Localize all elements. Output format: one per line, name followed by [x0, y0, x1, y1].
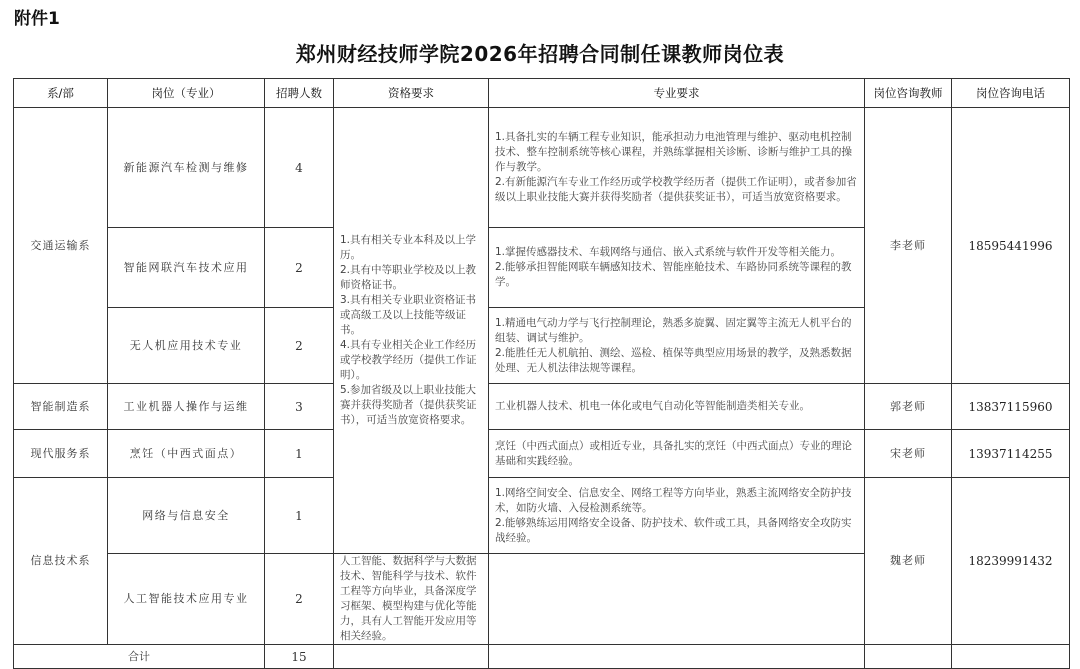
dept-cell: 信息技术系 [14, 478, 108, 645]
position-cell: 无人机应用技术专业 [108, 308, 265, 384]
position-cell: 智能网联汽车技术应用 [108, 228, 265, 308]
position-cell: 新能源汽车检测与维修 [108, 108, 265, 228]
header-dept: 系/部 [14, 79, 108, 108]
requirement-item: 1.网络空间安全、信息安全、网络工程等方向毕业，熟悉主流网络安全防护技术，如防火墙、入侵检测系统等。 [495, 486, 852, 514]
header-qualification: 资格要求 [334, 79, 489, 108]
contact-cell: 郭老师 [865, 384, 952, 430]
dept-cell: 智能制造系 [14, 384, 108, 430]
table-row [14, 384, 1070, 430]
contact-cell: 宋老师 [865, 430, 952, 478]
requirement-cell [489, 384, 865, 430]
empty-cell [865, 645, 952, 669]
phone-cell: 13837115960 [952, 384, 1070, 430]
dept-cell: 交通运输系 [14, 108, 108, 384]
position-cell: 工业机器人操作与运维 [108, 384, 265, 430]
requirement-cell [334, 554, 489, 645]
position-table [13, 78, 1070, 669]
requirement-item: 2.能胜任无人机航拍、测绘、巡检、植保等典型应用场景的教学，及熟悉数据处理、无人机法律法规等课程。 [495, 346, 852, 374]
table-row [14, 108, 1070, 228]
requirement-cell [489, 478, 865, 554]
count-cell: 2 [265, 554, 334, 645]
header-contact: 岗位咨询教师 [865, 79, 952, 108]
phone-cell: 18239991432 [952, 478, 1070, 645]
header-row [14, 79, 1070, 108]
header-count: 招聘人数 [265, 79, 334, 108]
requirement-item: 1.具备扎实的车辆工程专业知识，能承担动力电池管理与维护、驱动电机控制技术、整车控制系统等核心课程，并熟练掌握相关诊断、诊断与维护工具的操作与教学。 [495, 131, 852, 173]
phone-cell: 18595441996 [952, 108, 1070, 384]
header-requirement: 专业要求 [489, 79, 865, 108]
phone-cell: 13937114255 [952, 430, 1070, 478]
empty-cell [489, 645, 865, 669]
qualification-text: 1.具有相关专业本科及以上学历。 2.具有中等职业学校及以上教师资格证书。 3.具有相关专业职业资格证书或高级工及以上技能等级证书。 4.具有专业相关企业工作经历或学校教学经历（提供工作证明）。 5.参加省级及以上职业技能大赛并获得奖励者（提供获奖证书），可适当放宽资格要求。 [340, 234, 477, 426]
header-position: 岗位（专业） [108, 79, 265, 108]
requirement-item: 1.精通电气动力学与飞行控制理论，熟悉多旋翼、固定翼等主流无人机平台的组装、调试与维护。 [495, 316, 852, 344]
table-row [14, 430, 1070, 478]
count-cell: 3 [265, 384, 334, 430]
requirement-item: 2.能够熟练运用网络安全设备、防护技术、软件或工具，具备网络安全攻防实战经验。 [495, 516, 852, 544]
contact-cell: 魏老师 [865, 478, 952, 645]
count-cell: 1 [265, 430, 334, 478]
requirement-item: 烹饪（中西式面点）或相近专业，具备扎实的烹饪（中西式面点）专业的理论基础和实践经验。 [495, 439, 852, 467]
position-cell: 网络与信息安全 [108, 478, 265, 554]
requirement-cell [489, 228, 865, 308]
requirement-cell [489, 308, 865, 384]
count-cell: 4 [265, 108, 334, 228]
count-cell: 2 [265, 228, 334, 308]
total-label: 合计 [14, 645, 265, 669]
empty-cell [334, 645, 489, 669]
requirement-cell [489, 430, 865, 478]
dept-cell: 现代服务系 [14, 430, 108, 478]
total-count: 15 [265, 645, 334, 669]
count-cell: 2 [265, 308, 334, 384]
page-title: 郑州财经技师学院2026年招聘合同制任课教师岗位表 [295, 42, 785, 66]
empty-cell [952, 645, 1070, 669]
total-row [14, 645, 1070, 669]
qualification-cell [334, 108, 489, 554]
position-cell: 烹饪（中西式面点） [108, 430, 265, 478]
requirement-item: 人工智能、数据科学与大数据技术、智能科学与技术、软件工程等方向毕业，具备深度学习框架、模型构建与优化等能力，具有人工智能开发应用等相关经验。 [340, 555, 477, 642]
requirement-cell [489, 108, 865, 228]
requirement-item: 2.有新能源汽车专业工作经历或学校教学经历者（提供工作证明），或者参加省级以上职业技能大赛并获得奖励者（提供获奖证书），可适当放宽资格要求。 [495, 176, 857, 203]
position-cell: 人工智能技术应用专业 [108, 554, 265, 645]
requirement-item: 1.掌握传感器技术、车载网络与通信、嵌入式系统与软件开发等相关能力。 [495, 246, 842, 258]
requirement-item: 工业机器人技术、机电一体化或电气自动化等智能制造类相关专业。 [495, 400, 810, 412]
annex-label: 附件1 [14, 9, 60, 29]
count-cell: 1 [265, 478, 334, 554]
header-phone: 岗位咨询电话 [952, 79, 1070, 108]
table-row [14, 478, 1070, 554]
contact-cell: 李老师 [865, 108, 952, 384]
requirement-item: 2.能够承担智能网联车辆感知技术、智能座舱技术、车路协同系统等课程的教学。 [495, 261, 852, 288]
